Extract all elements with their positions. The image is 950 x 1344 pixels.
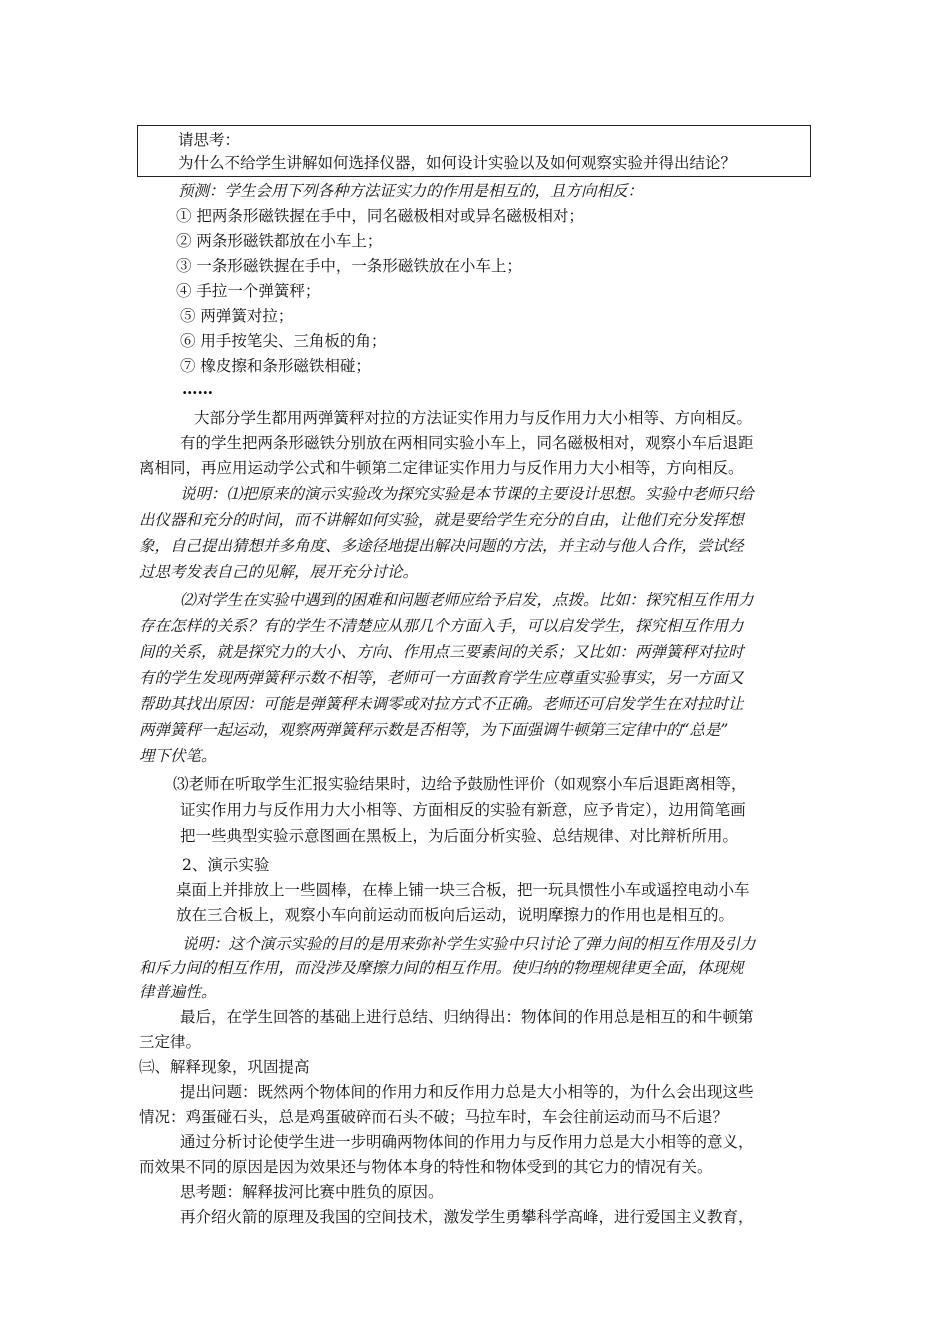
prediction-ellipsis: …… [182,379,213,398]
paragraph-line: 离相同，再应用运动学公式和牛顿第二定律证实作用力与反作用力大小相等，方向相反。 [139,459,744,477]
prediction-item: ③ 一条形磁铁握在手中，一条形磁铁放在小车上； [176,257,522,275]
note-line: 说明：⑴把原来的演示实验改为探究实验是本节课的主要设计思想。实验中老师只给 [180,485,754,503]
paragraph-line: 最后，在学生回答的基础上进行总结、归纳得出：物体间的作用总是相互的和牛顿第 [180,1008,754,1026]
think-box-title: 请思考： [178,131,241,149]
note-line: 说明：这个演示实验的目的是用来弥补学生实验中只讨论了弹力间的相互作用及引力 [182,935,756,953]
prediction-item: ⑦ 橡皮擦和条形磁铁相碰； [180,357,371,375]
section-heading: 2、演示实验 [182,856,270,874]
note-line: 出仪器和充分的时间，而不讲解如何实验，就是要给学生充分的自由，让他们充分发挥想 [139,511,744,529]
note-line: 和斥力间的相互作用，而没涉及摩擦力间的相互作用。使归纳的物理规律更全面，体现规 [139,959,744,977]
paragraph-line: 桌面上并排放上一些圆棒，在棒上铺一块三合板，把一玩具惯性小车或遥控电动小车 [176,881,750,899]
prediction-item: ⑤ 两弹簧对拉； [180,307,294,325]
paragraph-line: 有的学生把两条形磁铁分别放在两相同实验小车上，同名磁极相对，观察小车后退距 [180,434,754,452]
prediction-item: ⑥ 用手按笔尖、三角板的角； [180,332,387,350]
note-line: 间的关系，就是探究力的大小、方向、作用点三要素间的关系；又比如：两弹簧秤对拉时 [139,643,744,661]
paragraph-line: 通过分析讨论使学生进一步明确两物体间的作用力与反作用力总是大小相等的意义， [180,1133,754,1151]
paragraph-line: 把一些典型实验示意图画在黑板上，为后面分析实验、总结规律、对比辩析所用。 [180,827,739,845]
paragraph-line: 而效果不同的原因是因为效果还与物体本身的特性和物体受到的其它力的情况有关。 [139,1158,713,1176]
note-line: 埋下伏笔。 [139,747,217,765]
section-heading: ㈢、解释现象，巩固提高 [139,1058,310,1076]
paragraph-line: 提出问题：既然两个物体间的作用力和反作用力总是大小相等的，为什么会出现这些 [180,1083,754,1101]
prediction-item: ② 两条形磁铁都放在小车上； [176,232,383,250]
note-line: 过思考发表自己的见解，展开充分讨论。 [139,563,419,581]
paragraph-line: 大部分学生都用两弹簧秤对拉的方法证实作用力与反作用力大小相等、方向相反。 [194,409,753,427]
note-line: 有的学生发现两弹簧秤示数不相等，老师可一方面教育学生应尊重实验事实，另一方面又 [139,669,744,687]
note-line: 两弹簧秤一起运动，观察两弹簧秤示数是否相等，为下面强调牛顿第三定律中的“总是” [139,721,729,739]
note-line: 律普遍性。 [139,983,217,1001]
think-box-question: 为什么不给学生讲解如何选择仪器，如何设计实验以及如何观察实验并得出结论？ [178,154,737,172]
paragraph-line: 三定律。 [139,1033,202,1051]
paragraph-line: 放在三合板上，观察小车向前运动而板向后运动，说明摩擦力的作用也是相互的。 [176,906,735,924]
note-line: 存在怎样的关系？有的学生不清楚应从那几个方面入手，可以启发学生，探究相互作用力 [139,617,744,635]
paragraph-line: 再介绍火箭的原理及我国的空间技术，激发学生勇攀科学高峰，进行爱国主义教育， [180,1208,754,1226]
paragraph-line: 证实作用力与反作用力大小相等、方面相反的实验有新意，应予肯定），边用简笔画 [180,801,746,819]
prediction-intro: 预测：学生会用下列各种方法证实力的作用是相互的，且方向相反： [178,182,644,200]
paragraph-line: 思考题：解释拔河比赛中胜负的原因。 [180,1183,444,1201]
paragraph-line: 情况：鸡蛋碰石头，总是鸡蛋破碎而石头不破；马拉车时，车会往前运动而马不后退？ [139,1108,729,1126]
note-line: ⑵对学生在实验中遇到的困难和问题老师应给予启发，点拨。比如：探究相互作用力 [180,591,754,609]
prediction-item: ① 把两条形磁铁握在手中，同名磁极相对或异名磁极相对； [176,207,584,225]
note-line: 象，自己提出猜想并多角度、多途径地提出解决问题的方法，并主动与他人合作，尝试经 [139,537,744,555]
paragraph-line: ⑶老师在听取学生汇报实验结果时，边给予鼓励性评价（如观察小车后退距离相等， [173,775,747,793]
note-line: 帮助其找出原因：可能是弹簧秤未调零或对拉方式不正确。老师还可启发学生在对拉时让 [139,695,744,713]
prediction-item: ④ 手拉一个弹簧秤； [176,282,321,300]
